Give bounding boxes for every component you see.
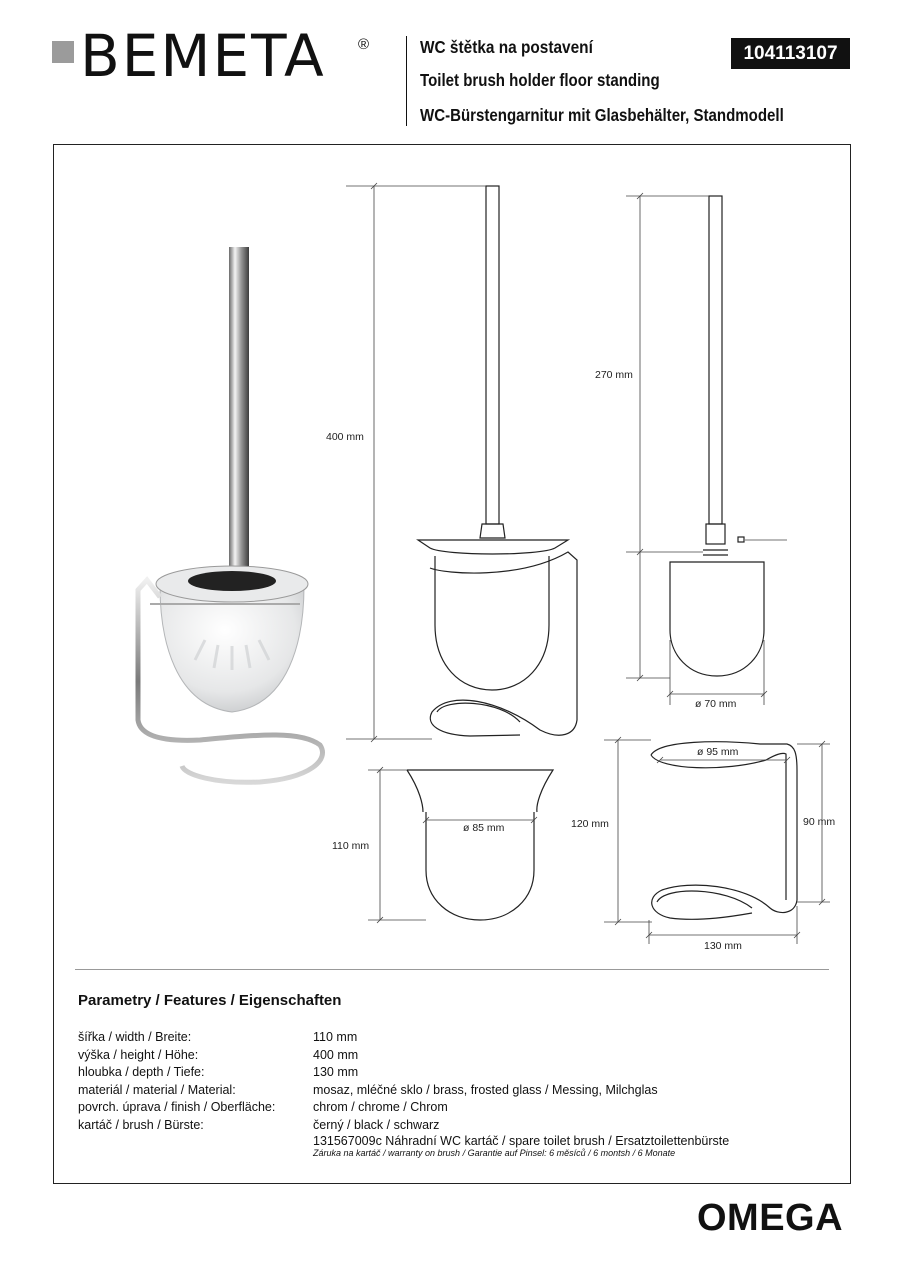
- dim-holder-depth: 130 mm: [704, 940, 742, 952]
- dim-brush-diameter: ø 70 mm: [695, 698, 737, 710]
- warranty-note: Záruka na kartáč / warranty on brush / Garantie auf Pinsel: 6 měsíců / 6 montsh / 6 Monate: [313, 1148, 676, 1158]
- feature-label: kartáč / brush / Bürste:: [78, 1117, 204, 1132]
- features-heading: Parametry / Features / Eigenschaften: [78, 992, 342, 1009]
- feature-value: 110 mm: [313, 1030, 358, 1044]
- title-german: WC-Bürstengarnitur mit Glasbehälter, Standmodell: [420, 105, 784, 125]
- spare-part: 131567009c Náhradní WC kartáč / spare toilet brush / Ersatztoilettenbürste: [313, 1134, 730, 1148]
- feature-label: výška / height / Höhe:: [78, 1047, 199, 1062]
- feature-value: mosaz, mléčné sklo / brass, frosted glass / Messing, Milchglas: [313, 1082, 658, 1097]
- glass-view: [407, 770, 553, 920]
- feature-value: černý / black / schwarz: [313, 1117, 440, 1132]
- series-name: OMEGA: [697, 1197, 844, 1239]
- dim-holder-back-height: 90 mm: [803, 816, 836, 828]
- features-values: [313, 1029, 658, 1135]
- dim-glass-diameter: ø 85 mm: [463, 822, 505, 834]
- feature-value: 400 mm: [313, 1047, 359, 1062]
- feature-label: šířka / width / Breite:: [78, 1030, 192, 1044]
- dim-holder-front-height: 120 mm: [571, 818, 609, 830]
- feature-label: povrch. úprava / finish / Oberfläche:: [78, 1100, 276, 1115]
- features-labels: [78, 1029, 275, 1135]
- brand-logo: BEMETA: [80, 22, 326, 90]
- feature-value: chrom / chrome / Chrom: [313, 1100, 448, 1115]
- dim-glass-height: 110 mm: [332, 840, 370, 852]
- dim-total-height: 400 mm: [326, 431, 364, 443]
- feature-label: hloubka / depth / Tiefe:: [78, 1065, 205, 1080]
- photo-brush-handle: [229, 247, 249, 582]
- title-czech: WC štětka na postavení: [420, 37, 593, 57]
- feature-label: materiál / material / Material:: [78, 1082, 236, 1097]
- section-divider: [75, 969, 829, 970]
- holder-view: [651, 742, 797, 920]
- brush-view: [670, 196, 764, 676]
- registered-mark: ®: [358, 36, 370, 53]
- product-code: 104113107: [731, 38, 850, 69]
- feature-value: 130 mm: [313, 1065, 359, 1080]
- technical-drawing: [53, 144, 851, 964]
- dim-ring-diameter: ø 95 mm: [697, 746, 739, 758]
- photo-brush-head: [188, 571, 276, 591]
- product-photo: [138, 247, 323, 782]
- dim-brush-length: 270 mm: [595, 369, 633, 381]
- header-divider: [406, 36, 407, 126]
- title-english: Toilet brush holder floor standing: [420, 70, 660, 90]
- logo-square: [52, 41, 74, 63]
- front-view: [418, 186, 577, 736]
